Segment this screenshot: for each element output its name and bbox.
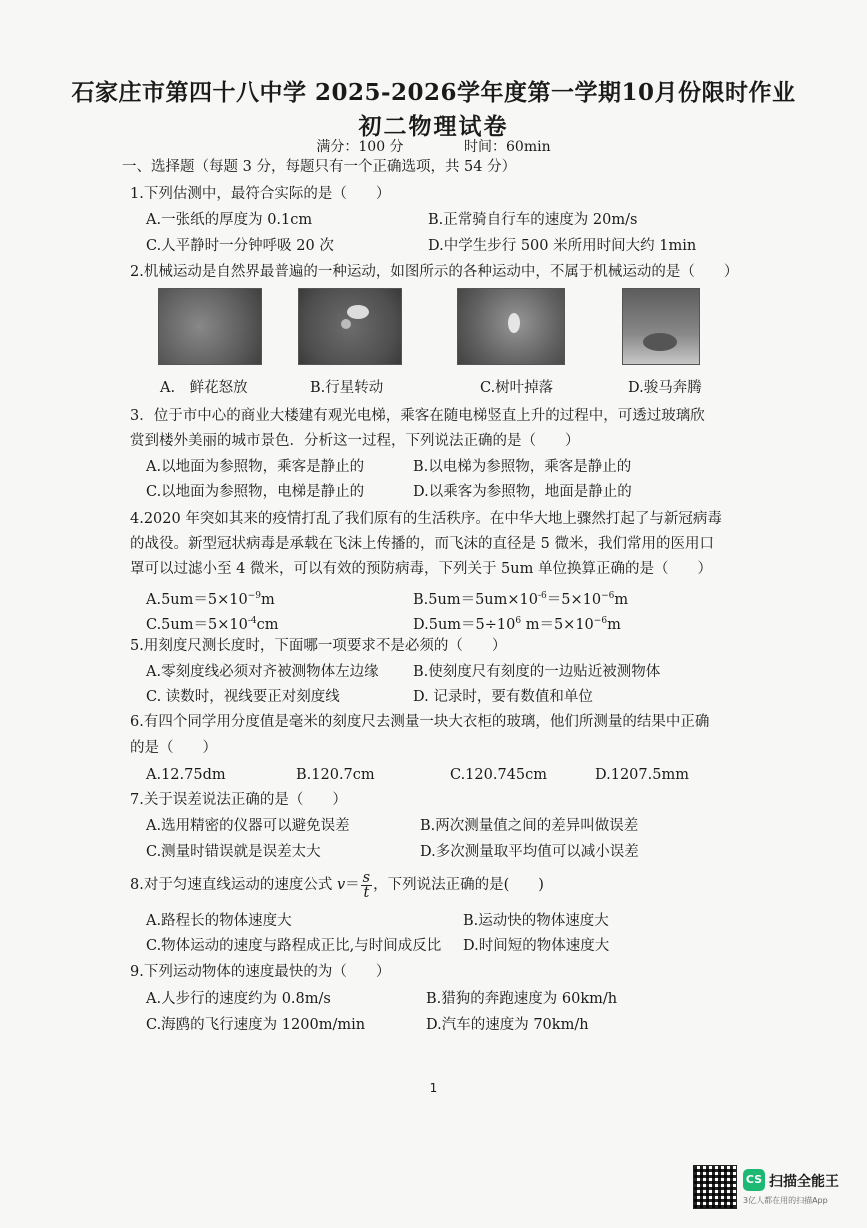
time-limit: 时间：60min [464,139,551,155]
q3-option-a: A.以地面为参照物，乘客是静止的 [146,459,365,475]
exam-meta [0,136,867,156]
q4-option-d [413,612,621,634]
q7-option-a: A.选用精密的仪器可以避免误差 [146,818,350,834]
q9-option-c: C.海鸥的飞行速度为 1200m/min [146,1017,366,1033]
q4-option-c [146,612,278,634]
brand-name: 扫描全能王 [769,1174,839,1190]
q5-option-c: C. 读数时，视线要正对刻度线 [146,689,340,705]
q4-option-a [146,587,275,609]
q8-equals: ＝ [345,877,360,893]
q5-stem: 5.用刻度尺测长度时，下面哪一项要求不是必须的（ ） [130,638,507,654]
q4-a-exponent: −9 [247,591,262,601]
q1-option-a: A.一张纸的厚度为 0.1cm [146,212,313,228]
q9-option-d: D.汽车的速度为 70km/h [426,1017,589,1033]
q3-option-d: D.以乘客为参照物，地面是静止的 [413,484,632,500]
running-horse-photo [622,288,700,365]
qr-code-icon [693,1165,737,1209]
q3-stem-line2: 赏到楼外美丽的城市景色．分析这一过程，下列说法正确的是（ ） [130,433,580,449]
brand-tagline: 3亿人都在用的扫描App [743,1196,828,1205]
q7-stem: 7.关于误差说法正确的是（ ） [130,792,347,808]
q4-d-base: D.5um＝5÷10 [413,616,516,633]
q8-option-c: C.物体运动的速度与路程成正比,与时间成反比 [146,938,442,954]
q4-b-unit: m [614,591,629,608]
speed-formula-fraction [361,871,372,900]
q1-option-b: B.正常骑自行车的速度为 20m/s [428,212,638,228]
q8-velocity-symbol: v [336,877,346,893]
q4-d-mid: m＝5×10 [521,616,594,633]
q8-stem-suffix: ，下列说法正确的是( ) [373,877,544,893]
q3-stem-line1: 3．位于市中心的商业大楼建有观光电梯，乘客在随电梯竖直上升的过程中，可透过玻璃欣 [130,408,705,424]
q2-option-d: D.骏马奔腾 [628,380,702,396]
q1-option-d: D.中学生步行 500 米所用时间大约 1min [428,238,697,254]
q4-stem-line3: 罩可以过滤小至 4 微米，可以有效的预防病毒，下列关于 5um 单位换算正确的是（ ） [130,561,712,577]
q4-b-mid: ＝5×10 [546,591,602,608]
q8-stem [130,870,544,900]
section-heading: 一、选择题（每题 3 分，每题只有一个正确选项，共 54 分） [122,159,517,175]
total-score: 满分：100 分 [316,139,404,155]
q6-stem-line2: 的是（ ） [130,740,217,756]
q6-option-d: D.1207.5mm [595,767,689,783]
q9-stem: 9.下列运动物体的速度最快的为（ ） [130,964,391,980]
q9-option-b: B.猎狗的奔跑速度为 60km/h [426,991,618,1007]
flower-photo [158,288,262,365]
q6-option-c: C.120.745cm [450,767,548,783]
q8-numerator: s [362,869,371,886]
q4-d-exponent2: −6 [593,616,608,626]
q4-c-base: C.5um＝5×10 [146,616,248,633]
q4-b-base: B.5um＝5um×10 [413,591,538,608]
q7-option-c: C.测量时错误就是误差太大 [146,844,321,860]
falling-leaf-photo [457,288,565,365]
q4-a-unit: m [261,591,275,608]
q4-b-exponent2: −6 [601,591,615,601]
q5-option-a: A.零刻度线必须对齐被测物体左边缘 [146,664,379,680]
q8-denominator: t [363,884,370,901]
q4-c-exponent: -4 [247,616,257,626]
q2-option-a: A. 鲜花怒放 [160,380,248,396]
q4-d-exponent: 6 [515,616,522,626]
q8-option-b: B.运动快的物体速度大 [463,913,609,929]
q1-option-c: C.人平静时一分钟呼吸 20 次 [146,238,334,254]
q3-option-c: C.以地面为参照物，电梯是静止的 [146,484,365,500]
q4-d-unit: m [607,616,621,633]
q4-c-unit: cm [256,616,279,633]
camscanner-logo-icon: CS [743,1169,765,1191]
page-number: 1 [429,1081,438,1095]
scanner-watermark [693,1165,853,1215]
q8-option-a: A.路程长的物体速度大 [146,913,292,929]
q4-a-base: A.5um＝5×10 [146,591,248,608]
q1-stem: 1.下列估测中，最符合实际的是（ ） [130,186,391,202]
q4-stem-line1: 4.2020 年突如其来的疫情打乱了我们原有的生活秩序。在中华大地上骤然打起了与新冠病毒 [130,511,722,527]
q4-b-exponent: -6 [538,591,547,601]
q2-option-c: C.树叶掉落 [480,380,554,396]
q6-option-a: A.12.75dm [146,767,226,783]
q8-option-d: D.时间短的物体速度大 [463,938,610,954]
q7-option-b: B.两次测量值之间的差异叫做误差 [420,818,639,834]
q4-stem-line2: 的战役。新型冠状病毒是承载在飞沫上传播的，而飞沫的直径是 5 微米，我们常用的医用口 [130,536,714,552]
q5-option-d: D. 记录时，要有数值和单位 [413,689,593,705]
q8-stem-prefix: 8.对于匀速直线运动的速度公式 [130,877,337,893]
exam-subtitle: 初二物理试卷 [358,113,509,140]
q9-option-a: A.人步行的速度约为 0.8m/s [146,991,331,1007]
q3-option-b: B.以电梯为参照物，乘客是静止的 [413,459,632,475]
q5-option-b: B.使刻度尺有刻度的一边贴近被测物体 [413,664,661,680]
planet-photo [298,288,402,365]
exam-title: 石家庄市第四十八中学 2025-2026学年度第一学期10月份限时作业 [71,79,796,106]
q2-stem: 2.机械运动是自然界最普遍的一种运动，如图所示的各种运动中，不属于机械运动的是（ ） [130,264,739,280]
q6-stem-line1: 6.有四个同学用分度值是毫米的刻度尺去测量一块大衣柜的玻璃，他们所测量的结果中正确 [130,714,710,730]
q7-option-d: D.多次测量取平均值可以减小误差 [420,844,639,860]
q6-option-b: B.120.7cm [296,767,375,783]
q2-option-b: B.行星转动 [310,380,384,396]
q4-option-b [413,587,628,609]
